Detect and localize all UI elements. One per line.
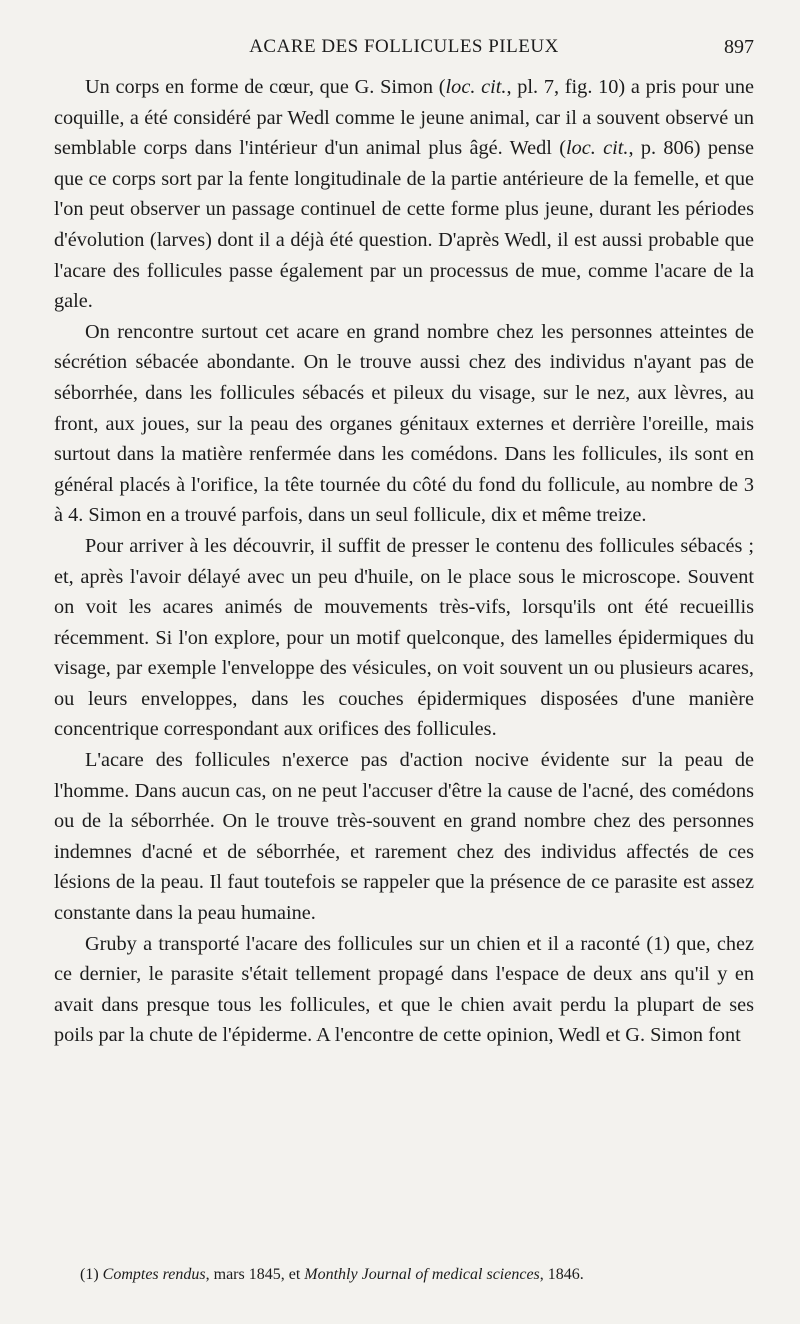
text-run: On rencontre surtout cet acare en grand nombre chez les personnes atteintes de sécrétion sébacée abondante. On le trouve aussi chez des individus n'ayant pas de séborrhée, dans les follicules sébacés et pileux du visage, sur le nez, aux lèvres, au front, aux joues, sur la peau des organes génitaux externes et derrière l'oreille, mais surtout dans la matière renfermée dans les comédons. Dans les follicules, ils sont en général placés à l'orifice, la tête tournée du côté du fond du follicule, au nombre de 3 à 4. Simon en a trouvé parfois, dans un seul follicule, dix et même treize.	[54, 320, 754, 527]
italic-run: Monthly Journal of medical sciences	[304, 1266, 540, 1283]
text-run: , pl. 7, fig. 10) a pris pour une coquille, a été considéré par Wedl comme le jeune animal, car il a souvent observé un semblable corps dans l'intérieur d'un animal plus âgé. Wedl (	[54, 76, 754, 160]
footnote	[54, 1264, 754, 1286]
footnote-marker: (1)	[80, 1266, 103, 1283]
text-run: L'acare des follicules n'exerce pas d'action nocive évidente sur la peau de l'homme. Dans aucun cas, on ne peut l'accuser d'être la cause de l'acné, des comédons ou de la séborrhée. On le trouve très-souvent en grand nombre chez des personnes indemnes d'acné et de séborrhée, et rarement chez des individus affectés de ces lésions de la peau. Il faut toutefois se rappeler que la présence de ce parasite est assez constante dans la peau humaine.	[54, 749, 754, 925]
italic-run: loc. cit.	[445, 76, 507, 98]
text-run: , p. 806) pense que ce corps sort par la fente longitudinale de la partie antérieure de la femelle, et que l'on peut observer un passage continuel de cette forme plus jeune, durant les périodes d'évolution (larves) dont il a déjà été question. D'après Wedl, il est aussi probable que l'acare des follicules passe également par un processus de mue, comme l'acare de la gale.	[54, 137, 754, 313]
body-text	[54, 72, 754, 1051]
italic-run: loc. cit.	[565, 137, 629, 160]
paragraph	[54, 531, 754, 745]
paragraph	[54, 72, 754, 317]
page-number: 897	[724, 36, 754, 58]
text-run: , mars 1845, et	[205, 1266, 305, 1283]
paragraph	[54, 929, 754, 1051]
text-run: Pour arriver à les découvrir, il suffit de presser le contenu des follicules sébacés ; et, après l'avoir délayé avec un peu d'huile, on le place sous le microscope. Souvent on voit les acares animés de mouvements très-vifs, lorsqu'ils ont été recueillis récemment. Si l'on explore, pour un motif quelconque, des lamelles épidermiques du visage, par exemple l'enveloppe des vésicules, on voit souvent un ou plusieurs acares, ou leurs enveloppes, dans les couches épidermiques disposées d'une manière concentrique correspondant aux orifices des follicules.	[54, 534, 754, 741]
running-title: ACARE DES FOLLICULES PILEUX	[249, 36, 559, 57]
running-header	[54, 32, 754, 62]
text-run: Un corps en forme de cœur, que G. Simon (	[85, 76, 446, 98]
paragraph	[54, 745, 754, 929]
text-run: Gruby a transporté l'acare des follicules sur un chien et il a raconté (1) que, chez ce dernier, le parasite s'était tellement propagé dans l'espace de deux ans qu'il y en avait dans presque tous les follicules, et que le chien avait perdu la plupart de ses poils par la chute de l'épiderme. A l'encontre de cette opinion, Wedl et G. Simon font	[54, 932, 754, 1047]
text-run: , 1846.	[539, 1266, 584, 1283]
paragraph	[54, 317, 754, 531]
italic-run: Comptes rendus	[102, 1266, 206, 1283]
